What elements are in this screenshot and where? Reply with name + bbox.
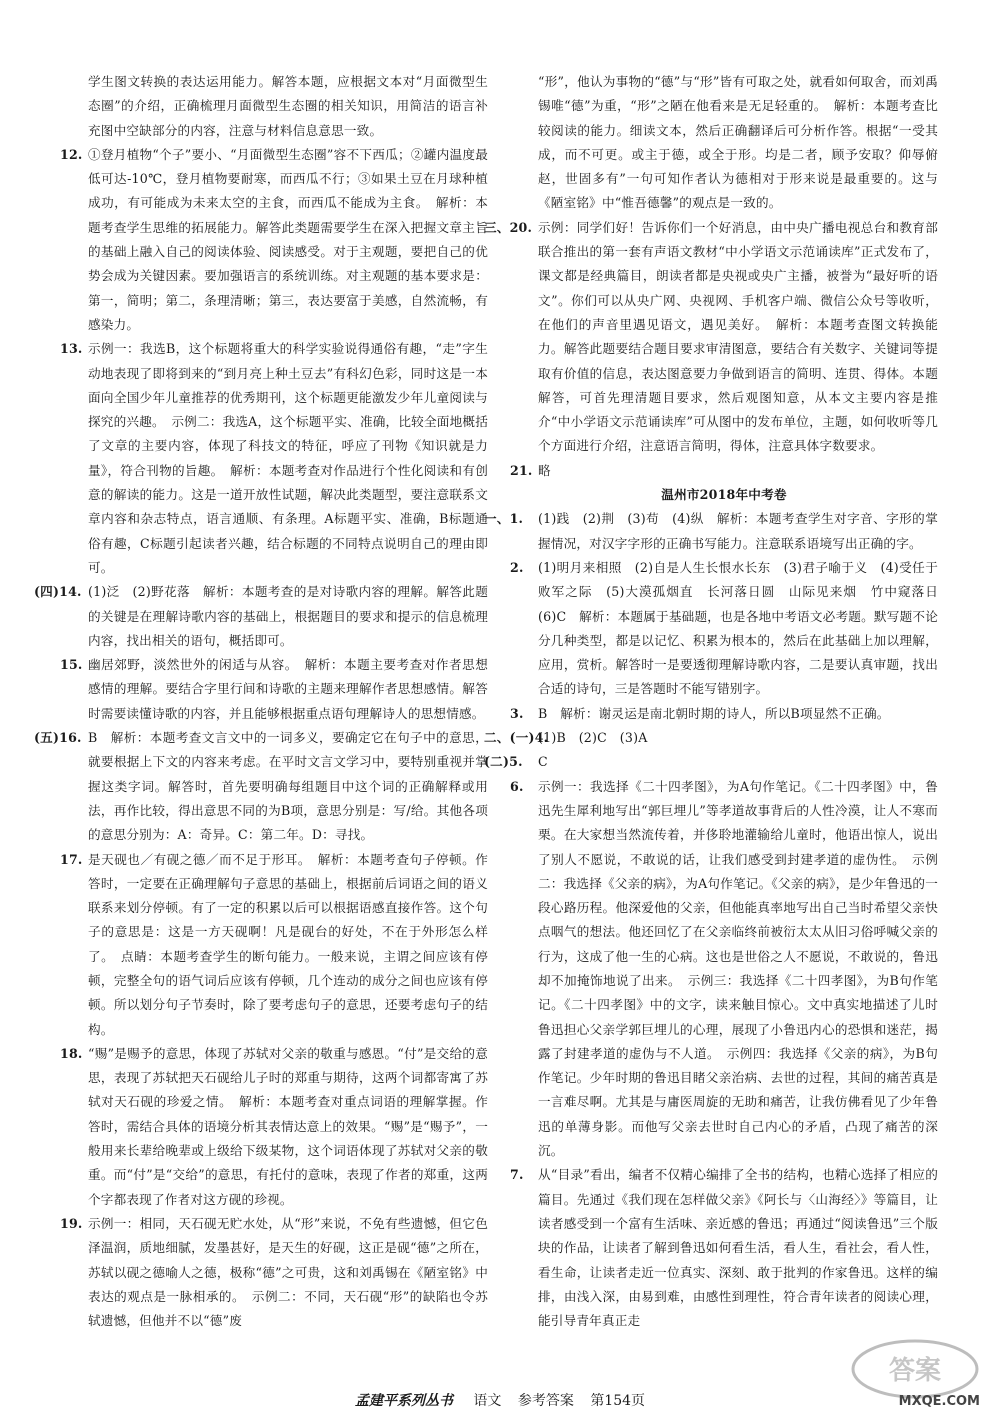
item-number: 21. <box>510 462 533 478</box>
item-text: B 解析：本题考查文言文中的一词多义，要确定它在句子中的意思，就要根据上下文的内容来考虑。在平时文言文学习中，要特别重视并掌握这类字词。解答时，首先要明确每组题目中这个词的正确解释或用法，再作比较，得出意思不同的为B项，意思分别是：写/给。其他各项的意思分别为：A：奇异。C：第二年。D：寻找。 <box>88 730 488 843</box>
item-text: 从“目录”看出，编者不仅精心编排了全书的结构，也精心选择了相应的篇目。先通过《我们现在怎样做父亲》《阿长与〈山海经〉》等篇目，让读者感受到一个富有生活味、亲近感的鲁迅；再通过“阅读鲁迅”三个版块的作品，让读者了解到鲁迅如何看生活，看人生，看社会，看人性，看生命，让读者走近一位真实、深刻、敢于批判的作家鲁迅。这样的编排，由浅入深，由易到难，由感性到理性，符合青年读者的阅读心理，能引导青年真正走 <box>538 1167 938 1329</box>
item-number: 三、20. <box>484 219 533 235</box>
item-number: 12. <box>60 146 83 162</box>
left-column <box>34 70 488 1333</box>
answer-item <box>510 702 938 726</box>
item-text: (1)B (2)C (3)A <box>538 730 648 746</box>
item-text: 示例一：我选择《二十四孝图》，为A句作笔记。《二十四孝图》中，鲁迅先生犀利地写出“郭巨埋儿”等孝道故事背后的人性冷漠，让人不寒而栗。在大家想当然流传着，并侈聆地灌输给儿童时，他语出惊人，说出了别人不愿说，不敢说的话，让我们感受到封建孝道的虚伪性。 示例二：我选择《父亲的病》，为A句作笔记。《父亲的病》，是少年鲁迅的一段心路历程。他深爱他的父亲，但他能真率地写出自己当时希望父亲快点咽气的想法。他还回忆了在父亲临终前被衍太太从旧习俗呼喊父亲的行为，这成了他一生的心病。这也是世俗之人不愿说，不敢说的，鲁迅却不加掩饰地说了出来。 示例三：我选择《二十四孝图》，为B句作笔记。《二十四孝图》中的文字，读来触目惊心。文中真实地描述了儿时鲁迅担心父亲学郭巨埋儿的心理，展现了小鲁迅内心的恐惧和迷茫，揭露了封建孝道的虚伪与不人道。 示例四：我选择《父亲的病》，为B句作笔记。少年时期的鲁迅目睹父亲治病、去世的过程，其间的痛苦真是一言难尽啊。尤其是与庸医周旋的无助和痛苦，让我仿佛看见了少年鲁迅的单薄身影。而他写父亲去世时自己内心的矛盾，凸现了痛苦的深沉。 <box>538 778 938 1159</box>
answer-item <box>510 1163 938 1333</box>
subject-label: 语文 <box>473 1393 502 1409</box>
answer-item <box>60 337 488 580</box>
answer-item <box>484 216 938 459</box>
item-text: (1)泛 (2)野花落 解析：本题考查的是对诗歌内容的理解。解答此题的关键是在理解诗歌内容的基础上，根据题目的要求和提示的信息梳理内容，找出相关的语句，概括即可。 <box>88 584 488 648</box>
item-text: 示例一：相同，天石砚无贮水处，从“形”来说，不免有些遗憾，但它色泽温润，质地细腻，发墨甚好，是天生的好砚，这正是砚“德”之所在，苏轼以砚之德喻人之德，极称“德”之可贵，这和刘禹锡在《陋室铭》中表达的观点是一脉相承的。 示例二：不同，天石砚“形”的缺陷也令苏轼遗憾，但他并不以“德”废 <box>88 1215 488 1329</box>
continued-text: 学生图文转换的表达运用能力。解答本题，应根据文本对“月面微型生态圈”的介绍，正确梳理月面微型生态圈的相关知识，用简洁的语言补充图中空缺部分的内容，注意与材料信息意思一致。 <box>88 74 488 138</box>
item-number: (四)14. <box>34 584 82 600</box>
item-number: 13. <box>60 341 83 357</box>
answer-item <box>60 1212 488 1333</box>
answer-item <box>60 143 488 337</box>
item-text: 是天砚也／有砚之德／而不足于形耳。 解析：本题考查句子停顿。作答时，一定要在正确理解句子意思的基础上，根据前后词语之间的语义联系来划分停顿。有了一定的积累以后可以根据语感直接作答。这个句子的意思是：这是一方天砚啊！凡是砚台的好处，不在于外形怎么样了。 点睛：本题考查学生的断句能力。一般来说，主谓之间应该有停顿，完整全句的语气词后应该有停顿，几个连动的成分之间也应该有停顿。所以划分句子节奏时，除了要考虑句子的意思，还要考虑句子的结构。 <box>88 851 488 1037</box>
answer-item <box>484 726 938 750</box>
item-text: 示例：同学们好！告诉你们一个好消息，由中央广播电视总台和教育部联合推出的第一套有声语文教材“中小学语文示范诵读库”正式发布了，课文都是经典篇目，朗读者都是央视或央广主播，被誉为“最好听的语文”。你们可以从央广网、央视网、手机客户端、微信公众号等收听，在他们的声音里遇见语文，遇见美好。 解析：本题考查图文转换能力。解答此题要结合题目要求审清图意，要结合有关数字、关键词等提取有价值的信息，表达图意要力争做到语言的简明、连贯、得体。本题解答，可首先理清题目要求，然后观图知意，从本文主要内容是推介“中小学语文示范诵读库”可从图中的发布单位，主题，如何收听等几个方面进行介绍，注意语言简明，得体，注意具体字数要求。 <box>538 219 938 454</box>
item-text: B 解析：谢灵运是南北朝时期的诗人，所以B项显然不正确。 <box>538 705 890 721</box>
answer-item <box>60 1042 488 1212</box>
item-number: 19. <box>60 1215 83 1231</box>
answer-item <box>484 750 938 774</box>
answer-item <box>484 507 938 556</box>
item-text: (1)践 (2)荆 (3)苟 (4)纵 解析：本题考查学生对字音、字形的掌握情况，对汉字字形的正确书写能力。注意联系语境写出正确的字。 <box>538 511 938 551</box>
item-text: “赐”是赐予的意思，体现了苏轼对父亲的敬重与感恩。“付”是交给的意思，表现了苏轼把天石砚给儿子时的郑重与期待，这两个词都寄寓了苏轼对天石砚的珍爱之情。 解析：本题考查对重点词语的理解掌握。作答时，需结合具体的语境分析其表情达意上的效果。“赐”是“赐予”，一般用来长辈给晚辈或上级给下级某物，这个词语体现了苏轼对父亲的敬重。而“付”是“交给”的意思，有托付的意味，表现了作者的郑重，这两个字都表现了作者对这方砚的珍视。 <box>88 1045 488 1207</box>
page-number: 第154页 <box>590 1393 646 1409</box>
answer-item <box>34 580 488 653</box>
item-number: 17. <box>60 851 83 867</box>
item-text: 略 <box>538 462 551 478</box>
section-label: 参考答案 <box>517 1393 574 1409</box>
answer-item <box>60 653 488 726</box>
item-number: (五)16. <box>34 730 82 746</box>
item-number: 二、(一)4. <box>484 730 549 746</box>
item-text: 示例一：我选B，这个标题将重大的科学实验说得通俗有趣，“走”字生动地表现了即将到来的“到月亮上种土豆去”有科幻色彩，同时这是一本面向全国少年儿童推荐的优秀期刊，这个标题更能激发少年儿童阅读与探究的兴趣。 示例二：我选A，这个标题平实、准确，比较全面地概括了文章的主要内容，体现了科技文的特征，呼应了刊物《知识就是力量》，符合刊物的旨趣。 解析：本题考查对作品进行个性化阅读和有创意的解读的能力。这是一道开放性试题，解决此类题型，要注意联系文章内容和杂志特点，语言通顺、有条理。A标题平实、准确，B标题通俗有趣，C标题引起读者兴趣，结合标题的不同特点说明自己的理由即可。 <box>88 341 488 575</box>
answer-item <box>34 726 488 847</box>
item-number: (二)5. <box>484 754 523 770</box>
series-title: 孟建平系列丛书 <box>354 1393 453 1409</box>
item-number: 6. <box>510 778 524 794</box>
svg-text:答案: 答案 <box>888 1356 942 1386</box>
item-text: 幽居郊野，淡然世外的闲适与从容。 解析：本题主要考查对作者思想感情的理解。要结合字里行间和诗歌的主题来理解作者思想感情。解答时需要读懂诗歌的内容，并且能够根据重点语句理解诗人的思想情感。 <box>88 657 488 721</box>
watermark-text: MXQE.COM <box>898 1394 980 1409</box>
answer-item <box>510 556 951 702</box>
item-text: (1)明月来相照 (2)自是人生长恨水长东 (3)君子喻于义 (4)受任于败军之际 (5)大漠孤烟直 长河落日圆 山际见来烟 竹中窥落日 (6)C 解析：本题属于基础题，也是各地中考语文必考题。默写题不论分几种类型，都是以记忆、积累为根本的，然后在此基础上加以理解，应用，赏析。解答时一是要透彻理解诗歌内容，二是要认真审题，找出合适的诗句，三是答题时不能写错别字。 <box>538 559 951 697</box>
answer-item <box>510 459 938 483</box>
item-number: 2. <box>510 559 524 575</box>
answer-item <box>60 848 488 1042</box>
answer-item <box>510 775 938 1164</box>
item-number: 7. <box>510 1167 524 1183</box>
right-column <box>484 70 951 1333</box>
item-text: C <box>538 754 548 770</box>
exam-heading: 温州市2018年中考卷 <box>661 487 787 503</box>
item-number: 15. <box>60 657 83 673</box>
continued-text: “形”，他认为事物的“德”与“形”皆有可取之处，就看如何取舍，而刘禹锡唯“德”为重，“形”之陋在他看来是无足轻重的。 解析：本题考查比较阅读的能力。细读文本，然后正确翻译后可分析作答。根据“一受其成，而不可更。或主于德，或全于形。均是二者，顾予安取？仰辱俯赵，世固多有”一句可知作者认为德相对于形来说是最重要的。这与《陋室铭》中“惟吾德馨”的观点是一致的。 <box>538 74 938 211</box>
item-text: ①登月植物“个子”要小、“月面微型生态圈”容不下西瓜；②罐内温度最低可达-10℃，登月植物要耐寒，而西瓜不行；③如果土豆在月球种植成功，有可能成为未来太空的主食，而西瓜不能成为主食。 解析：本题考查学生思维的拓展能力。解答此类题需要学生在深入把握文章主旨的基础上融入自己的阅读体验、阅读感受。对于主观题，要把自己的优势会成为关键因素。要加强语言的系统训练。对主观题的基本要求是：第一，简明；第二，条理清晰；第三，表达要富于美感，自然流畅，有感染力。 <box>88 146 488 332</box>
item-number: 3. <box>510 705 524 721</box>
item-number: 一、1. <box>484 511 524 527</box>
item-number: 18. <box>60 1045 83 1061</box>
